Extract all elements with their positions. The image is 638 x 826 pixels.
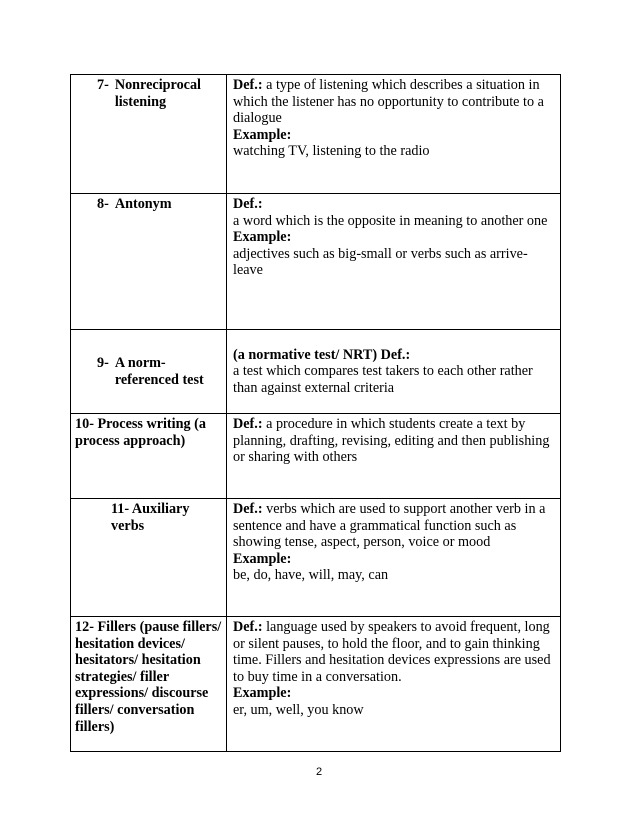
page-number: 2 <box>315 766 323 778</box>
definition-cell <box>227 414 561 499</box>
definition-cell <box>227 75 561 194</box>
table-row <box>71 617 561 752</box>
term-text: Nonreciprocal listening <box>114 77 201 110</box>
example-text: adjectives such as big-small or verbs such as arrive-leave <box>233 245 528 279</box>
definition-text: a procedure in which students create a text by planning, drafting, revising, editing and then publishing or sharing with others <box>233 416 550 466</box>
def-label: Def.: <box>233 501 263 517</box>
term-number: 9- <box>97 354 109 371</box>
term-text: Auxiliary verbs <box>111 501 190 534</box>
term-number: 7- <box>97 77 109 93</box>
term-text: Antonym <box>114 196 172 212</box>
term-text: Fillers (pause fillers/ hesitation devices/ hesitators/ hesitation strategies/ filler expressions/ discourse fillers/ conversation fillers) <box>75 619 222 735</box>
definition-text: a test which compares test takers to each other rather than against external criteria <box>233 363 533 396</box>
table-row <box>71 499 561 617</box>
term-number: 10- <box>75 416 94 432</box>
term-cell <box>71 194 227 330</box>
def-label: Def.: <box>233 77 263 93</box>
term-number: 8- <box>97 196 109 212</box>
example-text: watching TV, listening to the radio <box>233 143 430 160</box>
term-cell <box>71 75 227 194</box>
term-text: Process writing (a process approach) <box>75 416 206 449</box>
table-row <box>71 414 561 499</box>
definition-text: a type of listening which describes a situation in which the listener has no opportunity to contribute to a dialogue <box>233 77 544 127</box>
term-number: 12- <box>75 619 94 635</box>
definition-text: verbs which are used to support another verb in a sentence and have a grammatical function such as showing tense, aspect, person, voice or mood <box>233 501 546 551</box>
example-label: Example: <box>233 685 292 702</box>
example-label: Example: <box>233 126 292 143</box>
def-label: Def.: <box>233 416 263 432</box>
table-row <box>71 75 561 194</box>
term-cell <box>71 330 227 414</box>
table-row <box>71 194 561 330</box>
term-cell <box>71 617 227 752</box>
term-number: 11- <box>111 501 130 517</box>
example-label: Example: <box>233 550 292 567</box>
table-row <box>71 330 561 414</box>
example-text: er, um, well, you know <box>233 701 364 718</box>
definition-cell <box>227 499 561 617</box>
glossary-table <box>70 74 561 752</box>
definition-text: language used by speakers to avoid frequent, long or silent pauses, to hold the floor, and to gain thinking time. Fillers and hesitation devices expressions are used to buy time in a conversation. <box>233 619 551 685</box>
example-text: be, do, have, will, may, can <box>233 567 389 584</box>
definition-cell <box>227 194 561 330</box>
definition-text: a word which is the opposite in meaning to another one <box>233 212 548 229</box>
example-label: Example: <box>233 229 292 246</box>
term-cell <box>71 414 227 499</box>
definition-cell <box>227 330 561 414</box>
term-text: A norm-referenced test <box>114 354 204 388</box>
term-cell <box>71 499 227 617</box>
def-label: Def.: <box>233 196 263 212</box>
definition-cell <box>227 617 561 752</box>
def-label: Def.: <box>233 619 263 635</box>
def-label: (a normative test/ NRT) Def.: <box>233 346 411 363</box>
